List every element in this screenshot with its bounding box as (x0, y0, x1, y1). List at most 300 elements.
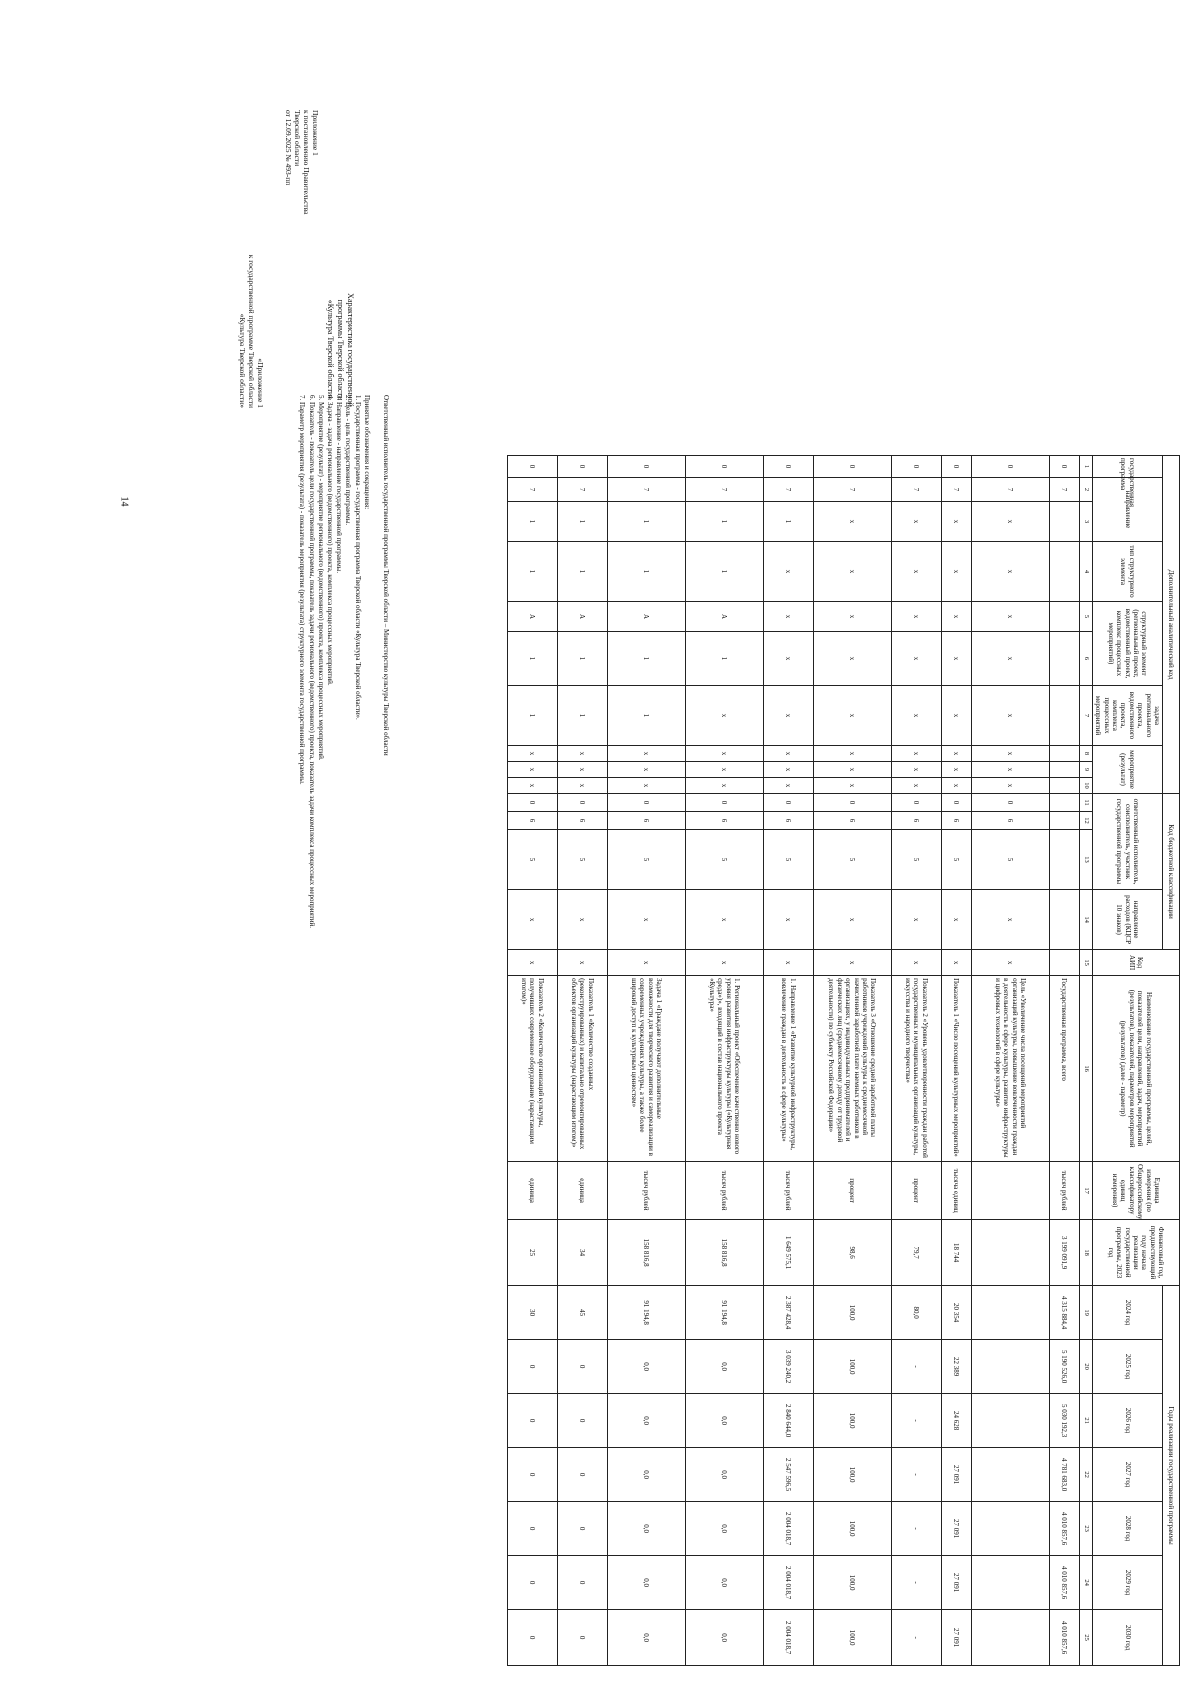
item-name-cell: 1. Региональный проект «Обеспечение качественно нового уровня развития инфраструктуры культуры («Культурная среда»)», входящий в состав национального проекта «Культура» (685, 976, 763, 1162)
year-value-cell: 0,0 (685, 1556, 763, 1610)
code-cell: 6 (763, 812, 813, 830)
unit-cell: процент (891, 1162, 941, 1220)
base-year-cell: 98,6 (813, 1220, 891, 1286)
note-line: 6. Показатель - показатель цели государственной программы, показатель задачи регионального (ведомственного) проекта, показатель задачи комплекса процессных мероприятий. (307, 395, 316, 928)
header-expenses: направление расходов (КЦСР 10 знаков) (1092, 890, 1162, 950)
code-cell: x (685, 890, 763, 950)
year-value-cell: - (891, 1448, 941, 1502)
code-cell: 0 (685, 456, 763, 478)
table-row (763, 456, 813, 1666)
year-value-cell: 2 004 018,7 (763, 1610, 813, 1666)
code-cell: 1 (557, 686, 607, 746)
unit-cell: тысяча единиц (941, 1162, 971, 1220)
code-cell: x (507, 778, 557, 794)
column-number-cell: 20 (1079, 1340, 1092, 1394)
code-cell: 1 (685, 542, 763, 602)
code-cell: x (813, 950, 891, 976)
year-value-cell: 0 (507, 1610, 557, 1666)
column-numbers-row (1079, 456, 1092, 1666)
year-value-cell: 0 (557, 1502, 607, 1556)
note-line: Принятые обозначения и сокращения: (362, 395, 371, 510)
code-cell: x (763, 602, 813, 632)
unit-cell: тысяч рублей (1049, 1162, 1079, 1220)
code-cell: x (971, 602, 1049, 632)
column-number-cell: 7 (1079, 686, 1092, 746)
code-cell: 5 (941, 830, 971, 890)
code-cell: 0 (557, 794, 607, 812)
column-number-cell: 9 (1079, 762, 1092, 778)
code-cell: x (941, 686, 971, 746)
code-cell: x (971, 632, 1049, 686)
code-cell: x (971, 890, 1049, 950)
year-value-cell: 0,0 (685, 1340, 763, 1394)
year-value-cell: 80,0 (891, 1286, 941, 1340)
year-value-cell (971, 1556, 1049, 1610)
code-cell: x (685, 762, 763, 778)
code-cell: x (763, 950, 813, 976)
year-value-cell: 0 (557, 1610, 607, 1666)
code-cell: 7 (763, 478, 813, 502)
code-cell: x (813, 890, 891, 950)
year-value-cell (971, 1502, 1049, 1556)
year-value-cell: - (891, 1502, 941, 1556)
appendix-line: «Приложение 1 (256, 358, 265, 408)
unit-cell (971, 1162, 1049, 1220)
year-value-cell: 91 194,8 (607, 1286, 685, 1340)
unit-cell: единица (557, 1162, 607, 1220)
year-value-cell: 4 315 884,4 (1049, 1286, 1079, 1340)
code-cell: x (891, 602, 941, 632)
year-value-cell: 2 840 644,0 (763, 1394, 813, 1448)
code-cell: 0 (813, 456, 891, 478)
year-value-cell: 0 (507, 1340, 557, 1394)
characteristics-table-wrap (480, 455, 1180, 1655)
year-value-cell: 2 547 596,5 (763, 1448, 813, 1502)
year-value-cell: 2 004 018,7 (763, 1502, 813, 1556)
code-cell: x (607, 746, 685, 762)
code-cell (1049, 602, 1079, 632)
column-number-cell: 14 (1079, 890, 1092, 950)
code-cell: 1 (507, 632, 557, 686)
column-number-cell: 2 (1079, 478, 1092, 502)
code-cell: x (891, 950, 941, 976)
year-value-cell: 0,0 (685, 1448, 763, 1502)
year-value-cell (971, 1340, 1049, 1394)
column-number-cell: 4 (1079, 542, 1092, 602)
code-cell: 0 (507, 794, 557, 812)
year-value-cell: 100,0 (813, 1502, 891, 1556)
column-number-cell: 1 (1079, 456, 1092, 478)
column-number-cell: 3 (1079, 502, 1092, 542)
code-cell (1049, 794, 1079, 812)
year-value-cell: 0 (557, 1340, 607, 1394)
note-line: 5. Мероприятие (результат) - мероприятие регионального (ведомственного) проекта, комплекса процессных мероприятий. (316, 395, 325, 761)
code-cell: x (941, 890, 971, 950)
code-cell: А (685, 602, 763, 632)
year-value-cell: 45 (557, 1286, 607, 1340)
year-value-cell: - (891, 1394, 941, 1448)
code-cell: x (763, 746, 813, 762)
code-cell: 5 (813, 830, 891, 890)
code-cell: x (607, 762, 685, 778)
unit-cell: процент (813, 1162, 891, 1220)
unit-cell: тысяч рублей (763, 1162, 813, 1220)
code-cell: x (507, 890, 557, 950)
year-value-cell (971, 1610, 1049, 1666)
base-year-cell: 3 199 091,9 (1049, 1220, 1079, 1286)
code-cell: x (507, 762, 557, 778)
code-cell: x (891, 762, 941, 778)
year-value-cell: 0 (507, 1394, 557, 1448)
code-cell: x (941, 746, 971, 762)
year-value-cell: 0,0 (685, 1394, 763, 1448)
year-value-cell: - (891, 1610, 941, 1666)
code-cell: 0 (941, 794, 971, 812)
code-cell: x (941, 542, 971, 602)
column-number-cell: 8 (1079, 746, 1092, 762)
year-value-cell: 27 091 (941, 1610, 971, 1666)
code-cell: 1 (507, 542, 557, 602)
code-cell: x (891, 632, 941, 686)
column-number-cell: 5 (1079, 602, 1092, 632)
code-cell: 6 (891, 812, 941, 830)
code-cell: x (891, 686, 941, 746)
code-cell: 6 (941, 812, 971, 830)
base-year-cell: 18 744 (941, 1220, 971, 1286)
item-name-cell: Цель «Увеличение числа посещений мероприятий организаций культуры, повышение вовлеченности граждан в деятельность в сфере культуры, развитие инфраструктуры и цифровых технологий в сфере культуры» (971, 976, 1049, 1162)
code-cell: x (763, 890, 813, 950)
approval-line: Приложение 1 (311, 110, 320, 156)
base-year-cell (971, 1220, 1049, 1286)
code-cell: 1 (607, 632, 685, 686)
code-cell: x (607, 778, 685, 794)
year-value-cell: 100,0 (813, 1340, 891, 1394)
code-cell (1049, 812, 1079, 830)
column-number-cell: 10 (1079, 778, 1092, 794)
code-cell: 7 (813, 478, 891, 502)
code-cell: 7 (941, 478, 971, 502)
code-cell: x (557, 778, 607, 794)
year-value-cell: 0 (557, 1556, 607, 1610)
code-cell: x (971, 950, 1049, 976)
code-cell: x (813, 746, 891, 762)
code-cell (1049, 830, 1079, 890)
year-value-cell: 0,0 (685, 1610, 763, 1666)
header-event: мероприятие (результат) (1092, 746, 1162, 794)
code-cell (1049, 542, 1079, 602)
table-row (813, 456, 891, 1666)
code-cell: x (941, 632, 971, 686)
code-cell: x (941, 762, 971, 778)
code-cell: x (763, 542, 813, 602)
code-cell: 7 (971, 478, 1049, 502)
item-name-cell: Показатель 2 «Уровень удовлетворенности граждан работой государственных и муниципальных организаций культуры, искусства и народного творчества» (891, 976, 941, 1162)
code-cell: 1 (507, 686, 557, 746)
code-cell: А (557, 602, 607, 632)
table-row (607, 456, 685, 1666)
year-value-cell: 2 004 018,7 (763, 1556, 813, 1610)
column-number-cell: 24 (1079, 1556, 1092, 1610)
year-value-cell: 100,0 (813, 1610, 891, 1666)
header-budget-code: Код бюджетной классификации (1163, 794, 1180, 950)
header-direction: направление (1092, 478, 1162, 542)
notes-block (297, 395, 390, 1115)
year-value-cell: 91 194,8 (685, 1286, 763, 1340)
code-cell: x (891, 778, 941, 794)
code-cell: x (813, 542, 891, 602)
item-name-cell: Показатель 2 «Количество организаций культуры, получивших современное оборудование (нарастающим итогом)» (507, 976, 557, 1162)
code-cell: x (685, 746, 763, 762)
header-type: тип структурного элемента (1092, 542, 1162, 602)
year-value-cell: 0,0 (607, 1502, 685, 1556)
table-row (1049, 456, 1079, 1666)
code-cell: x (557, 762, 607, 778)
code-cell: 0 (971, 456, 1049, 478)
note-line: 7. Параметр мероприятия (результата) - показатель мероприятия (результата) структурного элемента государственной программы. (298, 395, 307, 785)
item-name-cell: Показатель 3 «Отношение средней заработной платы работников учреждений культуры к среднемесячной начисленной заработной плате наемных работников в организациях, у индивидуальных предпринимателей и физических лиц (среднемесячному доходу от трудовой деятельности) по субъекту Российской Федерации» (813, 976, 891, 1162)
year-value-cell: 100,0 (813, 1556, 891, 1610)
column-number-cell: 12 (1079, 812, 1092, 830)
year-value-cell: 24 628 (941, 1394, 971, 1448)
column-number-cell: 6 (1079, 632, 1092, 686)
code-cell: 7 (891, 478, 941, 502)
appendix-line: к государственной программе Тверской области (247, 254, 256, 408)
code-cell: 1 (557, 632, 607, 686)
code-cell: 0 (941, 456, 971, 478)
code-cell: x (507, 746, 557, 762)
year-value-cell: 27 091 (941, 1448, 971, 1502)
year-value-cell: - (891, 1556, 941, 1610)
header-year-2028: 2028 год (1092, 1502, 1162, 1556)
year-value-cell: 100,0 (813, 1286, 891, 1340)
approval-line: к постановлению Правительства (302, 110, 311, 215)
code-cell: 0 (607, 456, 685, 478)
code-cell: 6 (813, 812, 891, 830)
note-line: 3. Направление - направление государственной программы. (335, 395, 344, 574)
code-cell: 7 (557, 478, 607, 502)
column-number-cell: 16 (1079, 976, 1092, 1162)
code-cell: x (557, 890, 607, 950)
year-value-cell: 0,0 (607, 1448, 685, 1502)
code-cell: x (507, 950, 557, 976)
header-gp: государственная программа (1092, 456, 1162, 478)
code-cell: x (763, 686, 813, 746)
item-name-cell: Показатель 1 «Количество созданных (реконструированных) и капитально отремонтированных объектов организаций культуры (нарастающим итогом)» (557, 976, 607, 1162)
code-cell: x (685, 778, 763, 794)
code-cell (1049, 762, 1079, 778)
header-year-2025: 2025 год (1092, 1340, 1162, 1394)
code-cell: 6 (971, 812, 1049, 830)
code-cell: x (763, 778, 813, 794)
code-cell: 6 (607, 812, 685, 830)
item-name-cell: Показатель 1 «Число посещений культурных мероприятий» (941, 976, 971, 1162)
year-value-cell: 27 091 (941, 1556, 971, 1610)
header-year-2026: 2026 год (1092, 1394, 1162, 1448)
code-cell: 1 (685, 502, 763, 542)
code-cell: 7 (607, 478, 685, 502)
code-cell: x (763, 762, 813, 778)
title-line: Характеристика государственной программы Тверской области (336, 293, 355, 407)
code-cell: 5 (971, 830, 1049, 890)
year-value-cell: 3 039 240,2 (763, 1340, 813, 1394)
code-cell: 0 (1049, 456, 1079, 478)
code-cell: 0 (557, 456, 607, 478)
unit-cell: единица (507, 1162, 557, 1220)
code-cell: x (557, 746, 607, 762)
code-cell: 0 (607, 794, 685, 812)
code-cell (1049, 746, 1079, 762)
code-cell: x (763, 632, 813, 686)
code-cell: x (941, 950, 971, 976)
approval-block (284, 110, 320, 310)
column-number-cell: 17 (1079, 1162, 1092, 1220)
item-name-cell: 1. Направление 1 «Развитие культурной инфраструктуры, вовлечение граждан в деятельность в сфере культуры» (763, 976, 813, 1162)
appendix-line: «Культура Тверской области» (238, 313, 247, 408)
code-cell: 0 (685, 794, 763, 812)
item-name-cell: Задача 1 «Граждане получают дополнительные возможности для творческого развития и самореализации в современных учреждениях культуры, а также более широкий доступ к культурным ценностям» (607, 976, 685, 1162)
column-number-cell: 13 (1079, 830, 1092, 890)
code-cell: x (813, 762, 891, 778)
header-name: Наименование государственной программы, целей, показателей цели, направлений, задач, мероприятий (результатов), показателей, параметров мероприятий (результатов) (далее - параметр) (1092, 976, 1179, 1162)
year-value-cell: 0,0 (607, 1610, 685, 1666)
base-year-cell: 158 816,8 (607, 1220, 685, 1286)
base-year-cell: 158 816,8 (685, 1220, 763, 1286)
code-cell: 0 (813, 794, 891, 812)
code-cell: 5 (685, 830, 763, 890)
column-number-cell: 23 (1079, 1502, 1092, 1556)
code-cell: 7 (1049, 478, 1079, 502)
year-value-cell: 100,0 (813, 1448, 891, 1502)
note-line: 1. Государственная программа - государственная программа Тверской области «Культура Тверской области». (353, 395, 362, 720)
code-cell: x (685, 950, 763, 976)
column-number-cell: 11 (1079, 794, 1092, 812)
appendix-block (238, 108, 265, 408)
year-value-cell: 4 781 683,0 (1049, 1448, 1079, 1502)
code-cell: А (507, 602, 557, 632)
code-cell: x (971, 746, 1049, 762)
column-number-cell: 19 (1079, 1286, 1092, 1340)
code-cell: x (941, 602, 971, 632)
code-cell: 7 (685, 478, 763, 502)
column-number-cell: 25 (1079, 1610, 1092, 1666)
year-value-cell: 0,0 (607, 1394, 685, 1448)
year-value-cell: 0 (507, 1556, 557, 1610)
table-row (685, 456, 763, 1666)
code-cell: 0 (891, 794, 941, 812)
approval-line: Тверской области (293, 110, 302, 167)
executor-line: Ответственный исполнитель государственной программы Тверской области – Министерство культуры Тверской области (382, 395, 390, 756)
header-year-2024: 2024 год (1092, 1286, 1162, 1340)
year-value-cell: - (891, 1340, 941, 1394)
code-cell: x (685, 686, 763, 746)
document-title (325, 290, 355, 410)
code-cell: x (813, 502, 891, 542)
code-cell: x (607, 950, 685, 976)
code-cell: 6 (685, 812, 763, 830)
code-cell: x (813, 632, 891, 686)
year-value-cell: 4 010 857,6 (1049, 1502, 1079, 1556)
code-cell: x (941, 502, 971, 542)
column-number-cell: 18 (1079, 1220, 1092, 1286)
code-cell (1049, 778, 1079, 794)
year-value-cell: 22 389 (941, 1340, 971, 1394)
base-year-cell: 25 (507, 1220, 557, 1286)
header-struct: структурный элемент (региональный проект, ведомственный проект, комплекс процессных мероприятий) (1092, 602, 1162, 686)
header-dop-code: Дополнительный аналитический код (1163, 456, 1180, 794)
year-value-cell: 5 190 526,0 (1049, 1340, 1079, 1394)
code-cell: x (813, 602, 891, 632)
note-line: 4. Задача - задача регионального (ведомственного) проекта, комплекса процессных мероприятий. (325, 395, 334, 686)
column-number-cell: 21 (1079, 1394, 1092, 1448)
code-cell: x (891, 502, 941, 542)
year-value-cell: 0,0 (607, 1340, 685, 1394)
code-cell: 5 (507, 830, 557, 890)
code-cell: x (971, 542, 1049, 602)
code-cell: 6 (557, 812, 607, 830)
table-row (941, 456, 971, 1666)
approval-line: от 12.09.2025 № 493-пп (284, 110, 293, 186)
header-task: задача регионального проекта, ведомственного проекта, комплекса процессных мероприятий (1092, 686, 1162, 746)
header-responsible: ответственный исполнитель, соисполнитель, участник государственной программы (1092, 794, 1162, 890)
code-cell: 1 (507, 502, 557, 542)
header-fin-year: Финансовый год, предшествующий году начала реализации государственной программы, 2023 год (1092, 1220, 1179, 1286)
code-cell: 5 (891, 830, 941, 890)
year-value-cell: 4 010 857,6 (1049, 1556, 1079, 1610)
code-cell: x (891, 542, 941, 602)
code-cell: 1 (607, 686, 685, 746)
code-cell (1049, 950, 1079, 976)
code-cell: 5 (557, 830, 607, 890)
code-cell: 5 (607, 830, 685, 890)
year-value-cell: 5 030 192,3 (1049, 1394, 1079, 1448)
year-value-cell: 0 (557, 1448, 607, 1502)
unit-cell: тысяч рублей (607, 1162, 685, 1220)
header-year-2029: 2029 год (1092, 1556, 1162, 1610)
year-value-cell: 0,0 (607, 1556, 685, 1610)
code-cell: 7 (507, 478, 557, 502)
year-value-cell: 0 (507, 1502, 557, 1556)
code-cell: x (813, 686, 891, 746)
year-value-cell (971, 1448, 1049, 1502)
note-line: 2. Цель - цель государственной программы. (344, 395, 353, 526)
year-value-cell: 100,0 (813, 1394, 891, 1448)
item-name-cell: Государственная программа, всего (1049, 976, 1079, 1162)
code-cell: x (971, 778, 1049, 794)
code-cell: x (971, 762, 1049, 778)
code-cell: 5 (763, 830, 813, 890)
table-row (891, 456, 941, 1666)
header-aip: Код АИП (1092, 950, 1179, 976)
code-cell: x (941, 778, 971, 794)
year-value-cell: 2 387 428,4 (763, 1286, 813, 1340)
year-value-cell: 27 091 (941, 1502, 971, 1556)
code-cell: 0 (763, 456, 813, 478)
header-year-2030: 2030 год (1092, 1610, 1162, 1666)
code-cell (1049, 502, 1079, 542)
header-year-2027: 2027 год (1092, 1448, 1162, 1502)
code-cell: x (813, 778, 891, 794)
code-cell: 1 (557, 542, 607, 602)
base-year-cell: 34 (557, 1220, 607, 1286)
code-cell: 0 (971, 794, 1049, 812)
code-cell: x (891, 746, 941, 762)
code-cell: 1 (557, 502, 607, 542)
year-value-cell: 0,0 (685, 1502, 763, 1556)
code-cell: x (557, 950, 607, 976)
code-cell: x (971, 686, 1049, 746)
code-cell: А (607, 602, 685, 632)
code-cell: 1 (685, 632, 763, 686)
